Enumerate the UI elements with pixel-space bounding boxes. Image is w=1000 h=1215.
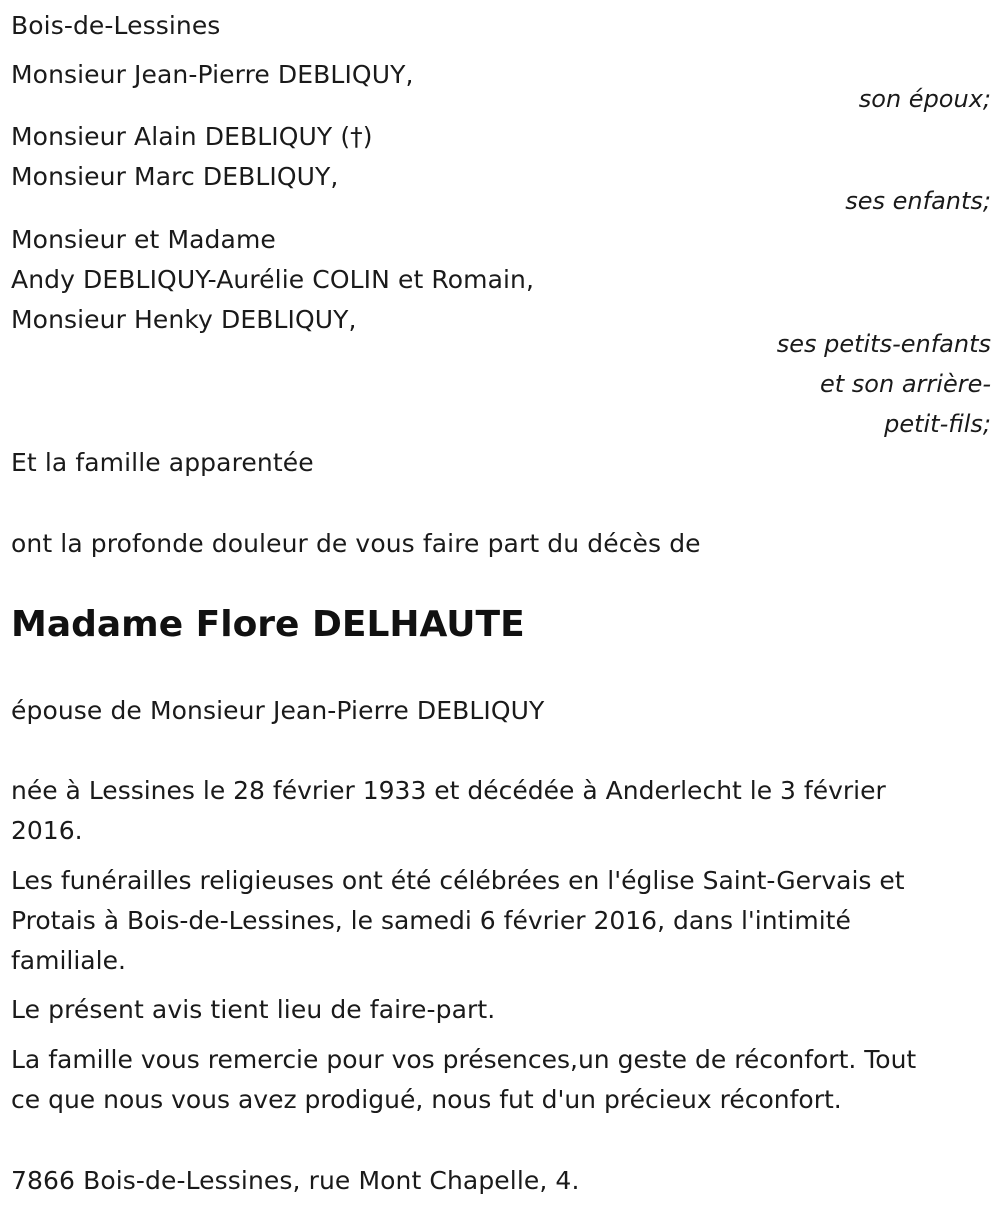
birth-death-line-2: 2016. [11, 816, 83, 845]
address: 7866 Bois-de-Lessines, rue Mont Chapelle, 4. [11, 1166, 580, 1195]
thanks-paragraph [11, 1040, 981, 1120]
grandchild-line-1: Monsieur et Madame [11, 225, 276, 254]
spouse-line: Monsieur Jean-Pierre DEBLIQUY, [11, 60, 414, 89]
thanks-line-1: La famille vous remercie pour vos présences,un geste de réconfort. Tout [11, 1045, 917, 1074]
thanks-line-2: ce que nous vous avez prodigué, nous fut d'un précieux réconfort. [11, 1085, 842, 1114]
grandchild-line-2: Andy DEBLIQUY-Aurélie COLIN et Romain, [11, 265, 535, 294]
deceased-name: Madame Flore DELHAUTE [11, 604, 525, 645]
grandchildren-role-1: ses petits-enfants [776, 330, 991, 358]
child-line-1: Monsieur Alain DEBLIQUY (†) [11, 122, 373, 151]
grandchild-line-3: Monsieur Henky DEBLIQUY, [11, 305, 357, 334]
funeral-line-2: Protais à Bois-de-Lessines, le samedi 6 février 2016, dans l'intimité [11, 906, 851, 935]
spouse-role: son époux; [858, 85, 991, 113]
children-role: ses enfants; [845, 187, 991, 215]
spouse-of: épouse de Monsieur Jean-Pierre DEBLIQUY [11, 696, 545, 725]
birth-death-line-1: née à Lessines le 28 février 1933 et décédée à Anderlecht le 3 février [11, 776, 886, 805]
extended-family: Et la famille apparentée [11, 448, 314, 477]
funeral-line-3: familiale. [11, 946, 126, 975]
announcement: ont la profonde douleur de vous faire part du décès de [11, 529, 701, 558]
birth-death-paragraph [11, 771, 981, 851]
notice-line: Le présent avis tient lieu de faire-part. [11, 995, 496, 1024]
grandchildren-role-2: et son arrière- [820, 370, 991, 398]
child-line-2: Monsieur Marc DEBLIQUY, [11, 162, 339, 191]
funeral-line-1: Les funérailles religieuses ont été célébrées en l'église Saint-Gervais et [11, 866, 905, 895]
obituary-notice [11, 0, 991, 1215]
funeral-paragraph [11, 861, 981, 981]
place-header: Bois-de-Lessines [11, 11, 221, 40]
grandchildren-role-3: petit-fils; [884, 410, 991, 438]
